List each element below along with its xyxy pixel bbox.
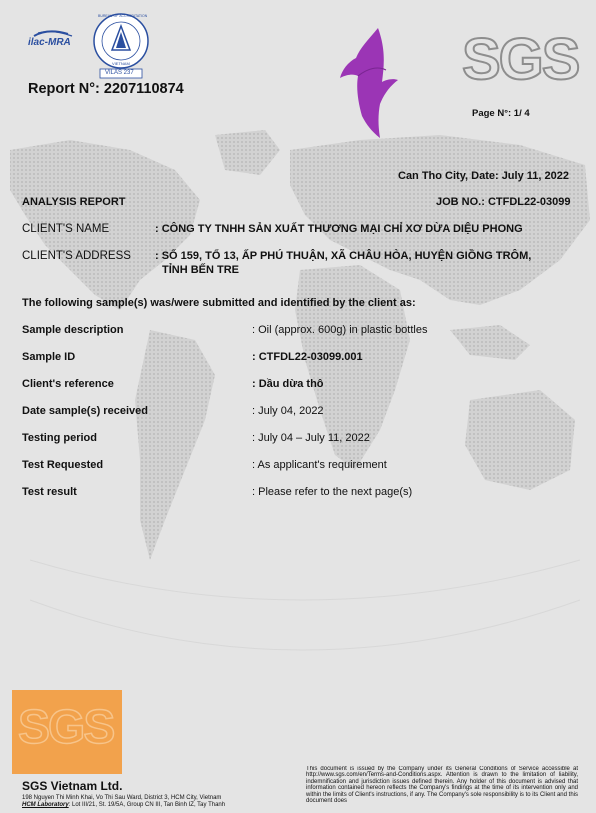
client-address-line1: : SỐ 159, TỔ 13, ẤP PHÚ THUẬN, XÃ CHÂU HÒA, HUYỆN GIỒNG TRÔM,: [155, 250, 532, 262]
field-value: : As applicant's requirement: [252, 459, 387, 471]
bird-icon: [338, 26, 402, 140]
footer-lab-address: : Lot III/21, St. 19/5A, Group CN III, Tan Binh IZ, Tay Thanh: [68, 802, 226, 808]
footer-address: 198 Nguyen Thi Minh Khai, Vo Thi Sau Ward, District 3, HCM City, Vietnam: [22, 795, 222, 801]
page-number: Page N°: 1/ 4: [472, 108, 530, 119]
field-label: Date sample(s) received: [22, 405, 148, 417]
boa-accreditation-seal: [92, 12, 150, 80]
client-name-value: : CÔNG TY TNHH SẢN XUẤT THƯƠNG MẠI CHỈ XƠ DỪA DIỆU PHONG: [155, 223, 523, 235]
field-label: Test result: [22, 486, 77, 498]
field-value: : Please refer to the next page(s): [252, 486, 413, 498]
field-label: Testing period: [22, 432, 97, 444]
ilac-logo-text: ilac-MRA: [28, 37, 71, 48]
sgs-orange-logo-text: SGS: [18, 701, 114, 754]
boa-seal-text: BUREAU OF ACCREDITATION: [98, 14, 148, 18]
sgs-logo: [462, 27, 579, 92]
footer-lab-label: HCM Laboratory: [22, 802, 69, 808]
sgs-orange-block: [12, 690, 122, 774]
report-number: Report N°: 2207110874: [28, 81, 184, 97]
field-label: Test Requested: [22, 459, 104, 471]
job-number: JOB NO.: CTFDL22-03099: [436, 196, 571, 208]
footer-company: SGS Vietnam Ltd.: [22, 779, 123, 793]
field-value: : July 04, 2022: [252, 405, 324, 417]
report-title: ANALYSIS REPORT: [22, 196, 126, 208]
client-name-label: CLIENT'S NAME: [22, 223, 110, 235]
field-label: Sample ID: [22, 351, 76, 363]
boa-seal-code: VILAS 237: [105, 70, 134, 76]
footer-lab-line: [22, 802, 225, 808]
footer-disclaimer: This document is issued by the Company under its General Conditions of Service accessible at http://www.sgs.com/en/Terms-and-Conditions.aspx. Attention is drawn to the limitation of liability, indemnification and jurisdiction issues defined therein. Any holder of this document is advised that information contained hereon reflects the Company's findings at the time of its intervention only and within the limits of Client's instructions, if any. The Company's sole responsibility is to its Client and this document does: [306, 766, 578, 805]
place-date: Can Tho City, Date: July 11, 2022: [398, 170, 569, 182]
field-value: : CTFDL22-03099.001: [252, 351, 363, 363]
field-value: : July 04 – July 11, 2022: [252, 432, 370, 444]
client-address-line2: TỈNH BẾN TRE: [162, 264, 239, 276]
ilac-mra-logo: [28, 30, 86, 52]
field-value: : Dầu dừa thô: [252, 378, 324, 390]
field-label: Sample description: [22, 324, 124, 336]
boa-seal-country: VIETNAM: [112, 61, 130, 66]
field-value: : Oil (approx. 600g) in plastic bottles: [252, 324, 428, 336]
sgs-logo-text: SGS: [462, 27, 579, 92]
intro-statement: The following sample(s) was/were submitted and identified by the client as:: [22, 297, 416, 309]
field-label: Client's reference: [22, 378, 114, 390]
client-address-label: CLIENT'S ADDRESS: [22, 250, 131, 262]
